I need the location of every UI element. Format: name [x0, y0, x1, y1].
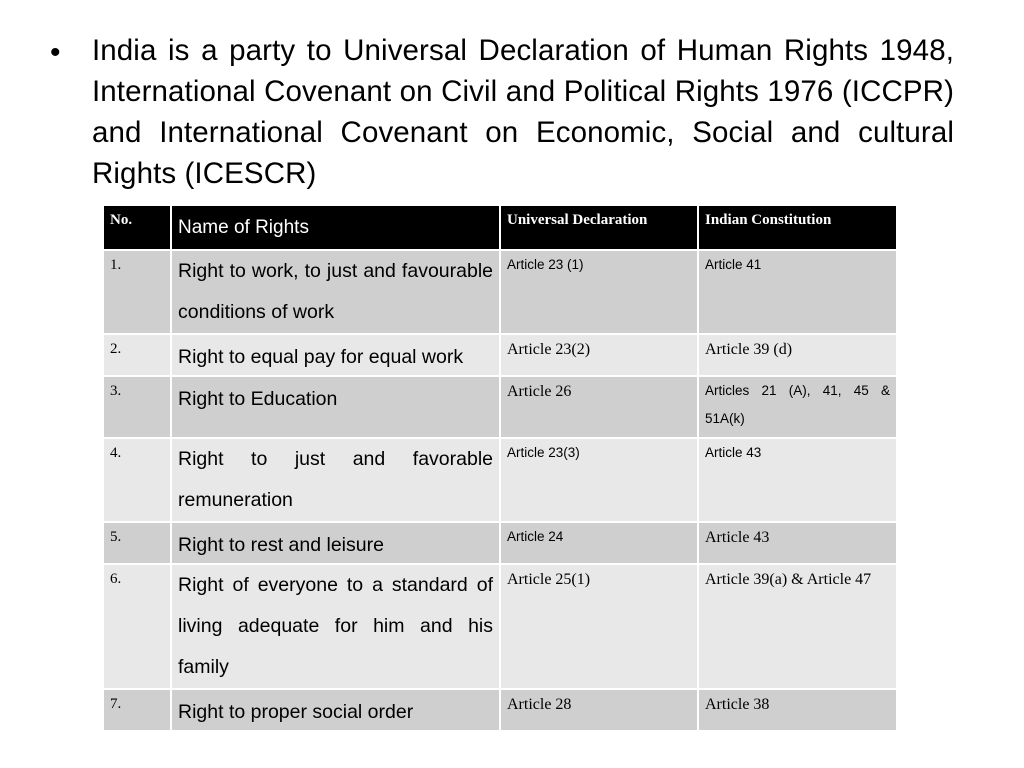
table-header-row — [103, 205, 897, 250]
constitution-article: Article 41 — [698, 250, 897, 334]
row-number: 3. — [103, 376, 171, 438]
constitution-article: Article 43 — [698, 522, 897, 564]
constitution-article: Article 39(a) & Article 47 — [698, 564, 897, 689]
rights-table — [102, 204, 898, 732]
table-row — [103, 438, 897, 522]
row-number: 7. — [103, 689, 171, 731]
udhr-article: Article 23 (1) — [500, 250, 698, 334]
header-name-of-rights: Name of Rights — [171, 205, 500, 250]
right-name: Right to just and favorable remuneration — [171, 438, 500, 522]
right-name: Right of everyone to a standard of living adequate for him and his family — [171, 564, 500, 689]
header-indian-constitution: Indian Constitution — [698, 205, 897, 250]
header-universal-declaration: Universal Declaration — [500, 205, 698, 250]
intro-bullet — [50, 30, 954, 194]
udhr-article: Article 23(2) — [500, 334, 698, 376]
table-row — [103, 250, 897, 334]
bullet-symbol: • — [50, 36, 61, 69]
udhr-article: Article 28 — [500, 689, 698, 731]
udhr-article: Article 26 — [500, 376, 698, 438]
intro-text: India is a party to Universal Declaration of Human Rights 1948, International Covenant on Civil and Political Rights 1976 (ICCPR) and International Covenant on Economic, Social and cultural Rights (ICESCR) — [92, 34, 954, 190]
row-number: 5. — [103, 522, 171, 564]
right-name: Right to work, to just and favourable conditions of work — [171, 250, 500, 334]
right-name: Right to Education — [171, 376, 500, 438]
table-row — [103, 334, 897, 376]
table-row — [103, 689, 897, 731]
header-no: No. — [103, 205, 171, 250]
udhr-article: Article 25(1) — [500, 564, 698, 689]
right-name: Right to equal pay for equal work — [171, 334, 500, 376]
row-number: 4. — [103, 438, 171, 522]
table-row — [103, 564, 897, 689]
right-name: Right to rest and leisure — [171, 522, 500, 564]
row-number: 1. — [103, 250, 171, 334]
constitution-article: Articles 21 (A), 41, 45 & 51A(k) — [698, 376, 897, 438]
constitution-article: Article 39 (d) — [698, 334, 897, 376]
table-row — [103, 376, 897, 438]
table-row — [103, 522, 897, 564]
constitution-article: Article 38 — [698, 689, 897, 731]
row-number: 6. — [103, 564, 171, 689]
udhr-article: Article 23(3) — [500, 438, 698, 522]
udhr-article: Article 24 — [500, 522, 698, 564]
constitution-article: Article 43 — [698, 438, 897, 522]
row-number: 2. — [103, 334, 171, 376]
right-name: Right to proper social order — [171, 689, 500, 731]
